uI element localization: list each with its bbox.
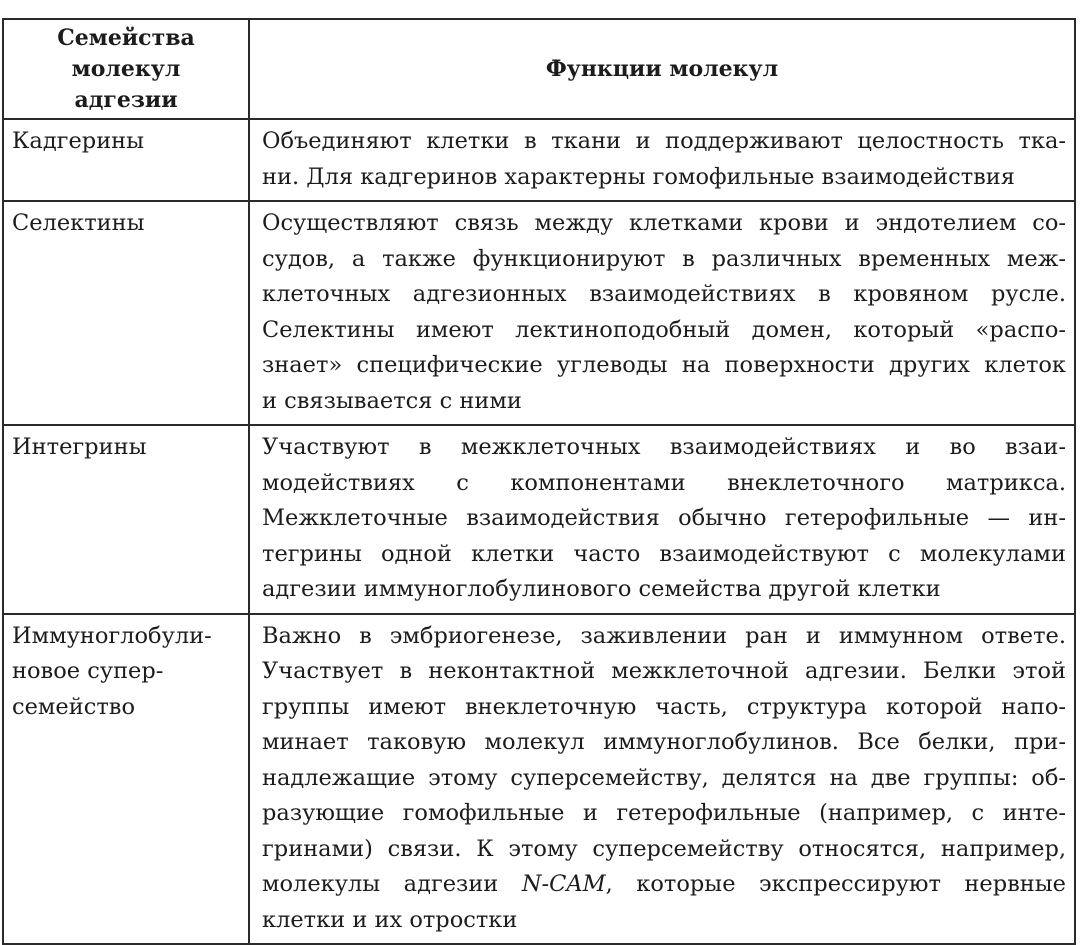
function-line: молекулы адгезии N-CAM, которые экспрессируют нервные (262, 871, 1066, 897)
function-cell (249, 201, 1075, 425)
family-cell (3, 425, 249, 614)
function-line: Осуществляют связь между клетками крови и эндотелием со- (262, 210, 1066, 236)
family-name: новое супер- (12, 658, 164, 684)
family-name: Иммуноглобули- (12, 622, 212, 649)
function-line: Объединяют клетки в ткани и поддерживают целостность тка- (262, 128, 1066, 154)
header-functions-label: Функции молекул (545, 55, 779, 82)
function-line: адгезии иммуноглобулинового семейства другой клетки (262, 576, 941, 602)
function-cell (249, 425, 1075, 614)
family-name: Интегрины (12, 434, 147, 460)
table-row (3, 201, 1075, 425)
function-line: Участвуют в межклеточных взаимодействиях и во взаи- (262, 434, 1066, 460)
header-families (3, 19, 249, 119)
function-line: надлежащие этому суперсемейству, делятся на две группы: об- (262, 764, 1066, 791)
table-row (3, 425, 1075, 614)
function-line: группы имеют внеклеточную часть, структура которой напо- (262, 693, 1066, 720)
table-row (3, 119, 1075, 201)
function-line: и связывается с ними (262, 387, 522, 414)
family-name: семейство (12, 693, 135, 720)
function-line: знает» специфические углеводы на поверхности других клеток (262, 352, 1066, 378)
function-cell (249, 614, 1075, 945)
function-line: Селектины имеют лектиноподобный домен, который «распо- (262, 316, 1066, 343)
header-functions (249, 19, 1075, 119)
function-line: Межклеточные взаимодействия обычно гетерофильные — ин- (262, 505, 1066, 531)
function-line: ни. Для кадгеринов характерны гомофильные взаимодействия (262, 163, 1016, 190)
header-families-line: Семейства (57, 24, 195, 51)
family-cell (3, 201, 249, 425)
table-header-row (3, 19, 1075, 119)
family-name: Селектины (12, 210, 145, 236)
function-line: клетки и их отростки (262, 906, 518, 933)
adhesion-molecules-table (2, 18, 1076, 945)
family-cell (3, 119, 249, 201)
family-name: Кадгерины (12, 128, 145, 154)
function-line: минает таковую молекул иммуноглобулинов. Все белки, при- (262, 729, 1066, 755)
function-line: судов, а также функционируют в различных временных меж- (262, 245, 1066, 272)
function-line: Участвует в неконтактной межклеточной адгезии. Белки этой (262, 658, 1066, 684)
function-cell (249, 119, 1075, 201)
family-cell (3, 614, 249, 945)
function-line: гринами) связи. К этому суперсемейству относятся, например, (262, 835, 1066, 862)
function-line: тегрины одной клетки часто взаимодействуют с молекулами (262, 540, 1066, 567)
table-row (3, 614, 1075, 945)
function-line: модействиях с компонентами внеклеточного матрикса. (262, 469, 1066, 496)
function-line: разующие гомофильные и гетерофильные (например, с инте- (262, 800, 1066, 826)
header-families-line: адгезии (74, 86, 178, 113)
function-line: клеточных адгезионных взаимодействиях в кровяном русле. (262, 281, 1066, 307)
function-line: Важно в эмбриогенезе, заживлении ран и иммунном ответе. (262, 622, 1066, 649)
header-families-line: молекул (71, 55, 181, 82)
